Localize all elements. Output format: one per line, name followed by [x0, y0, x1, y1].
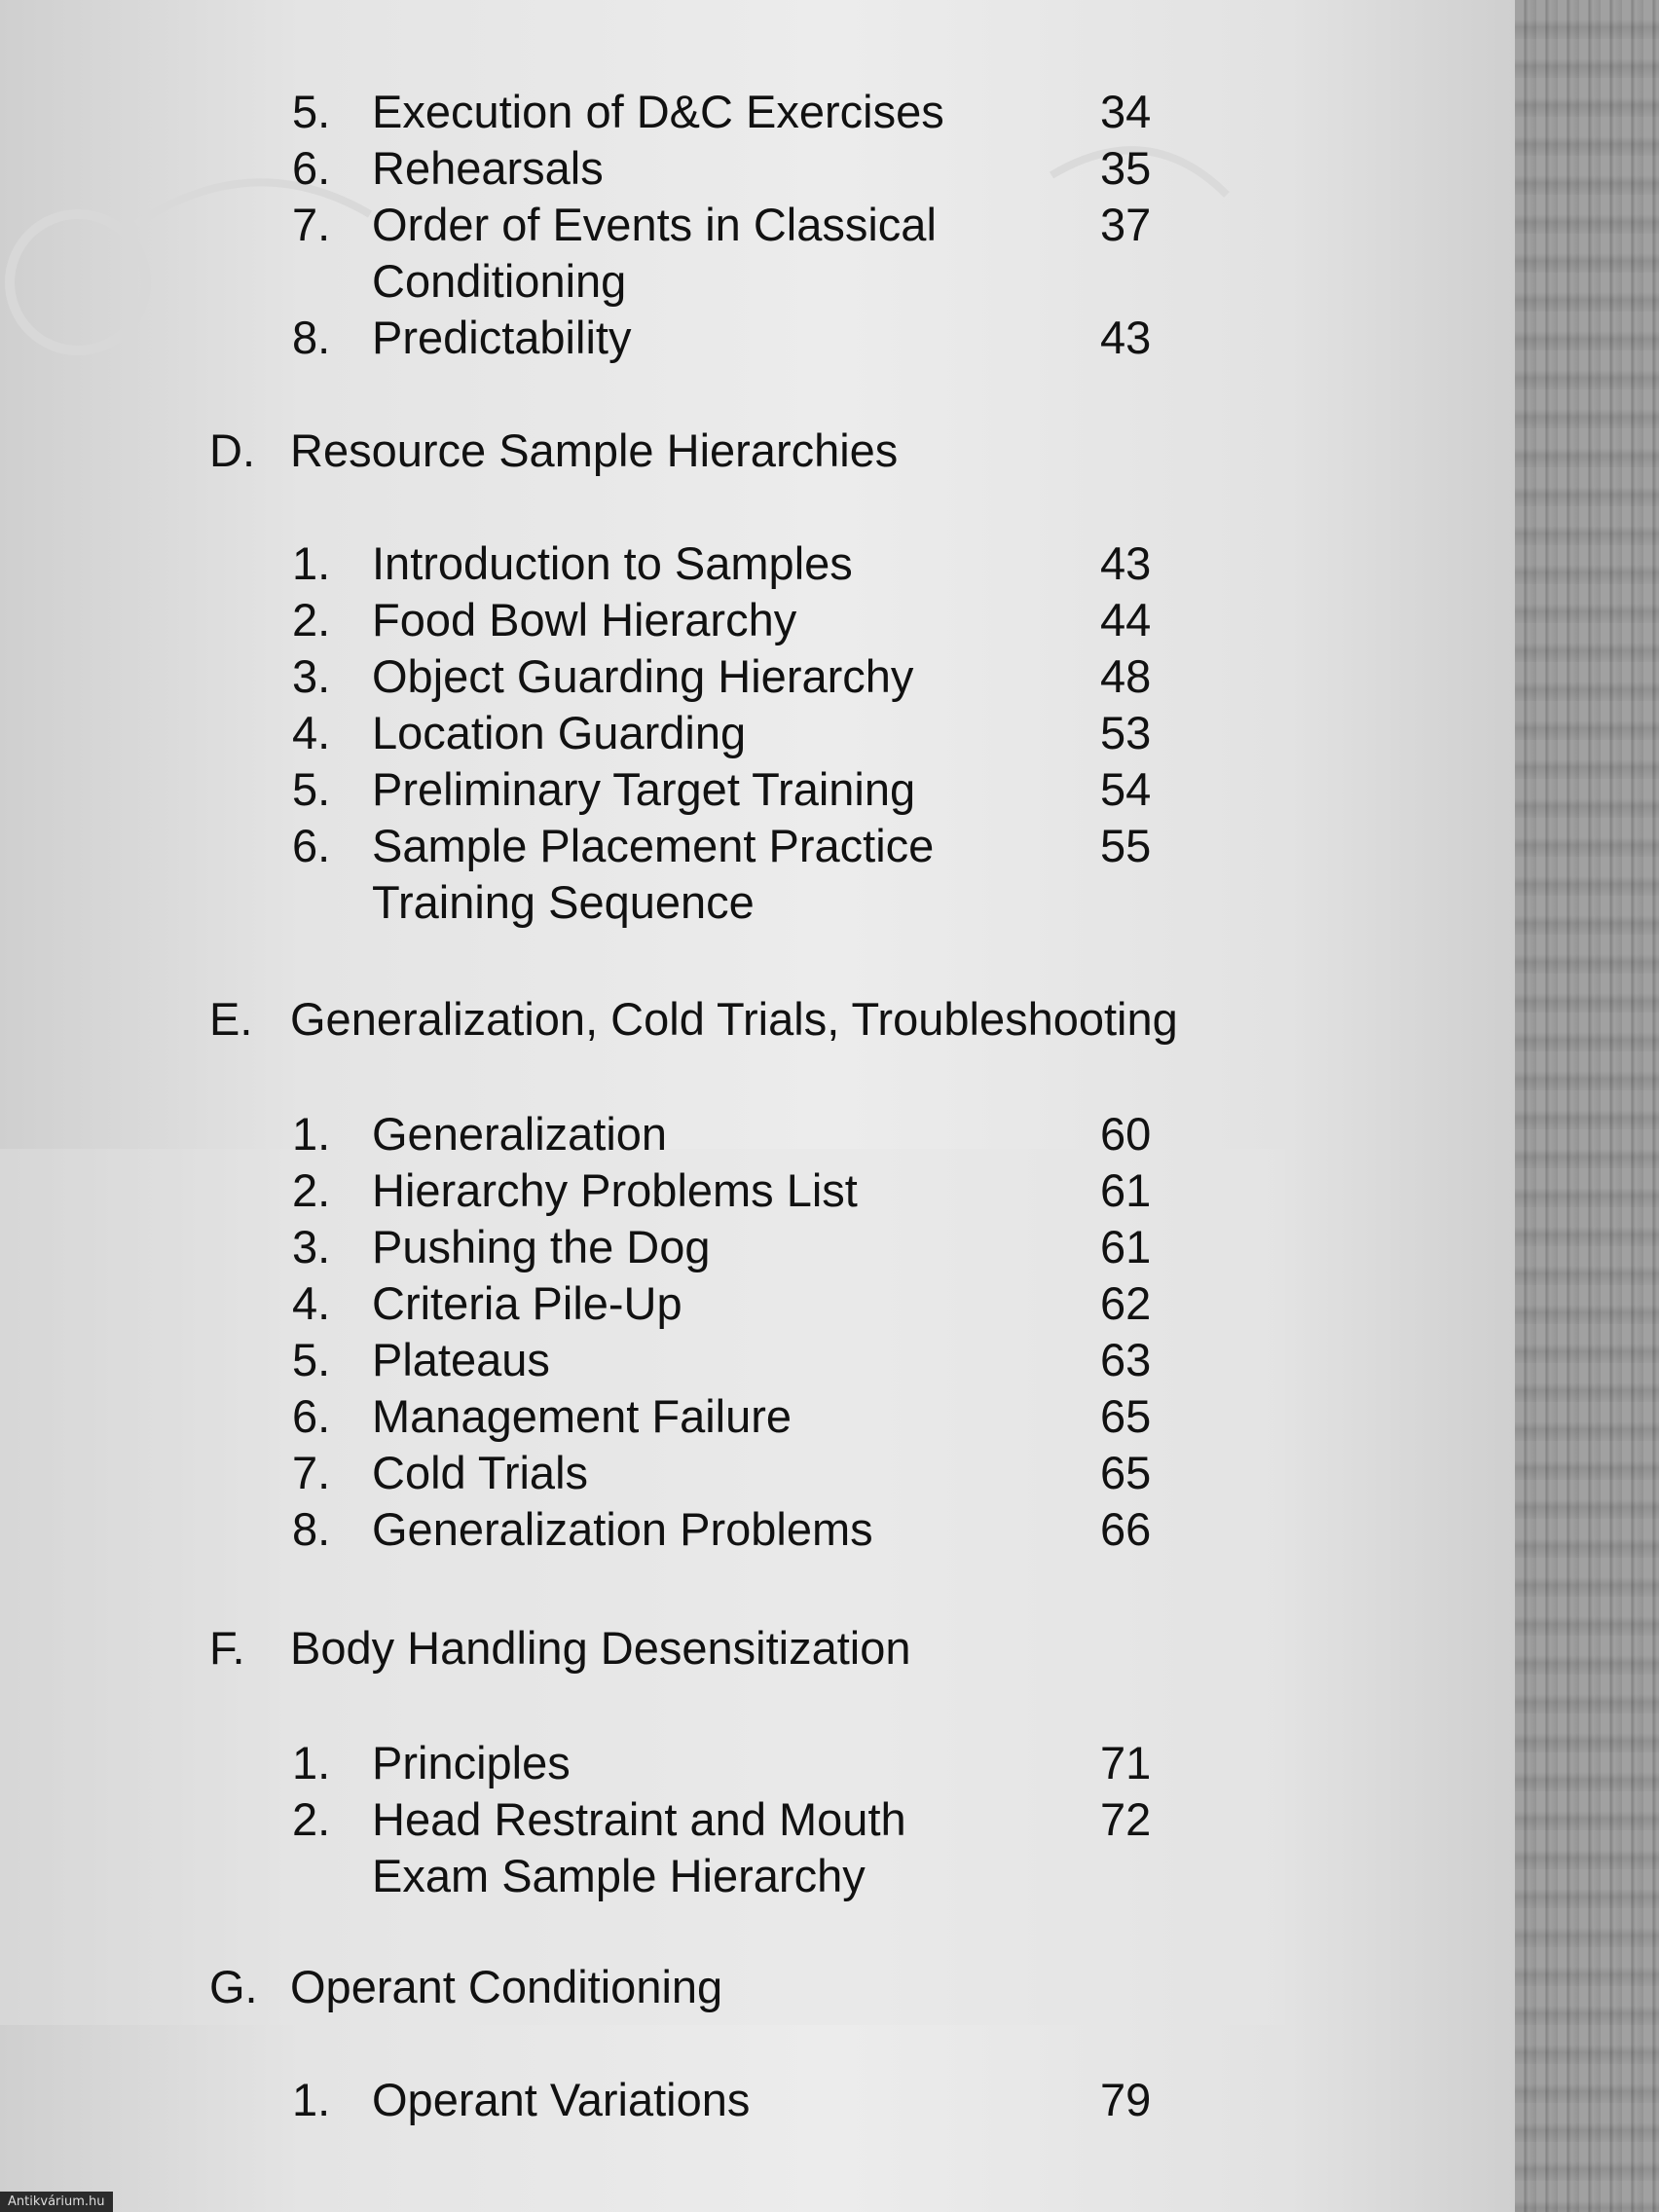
- page-stack-edge: [1515, 0, 1659, 2212]
- entry-number: 4.: [292, 1277, 331, 1329]
- entry-title: Pushing the Dog: [372, 1221, 711, 1272]
- section-letter: G.: [209, 1961, 258, 2012]
- section-letter: D.: [209, 424, 255, 476]
- entry-number: 7.: [292, 199, 331, 250]
- entry-page: 62: [1100, 1277, 1152, 1329]
- entry-page: 35: [1100, 142, 1152, 194]
- entry-number: 5.: [292, 1334, 331, 1385]
- entry-title-continued: Conditioning: [372, 255, 627, 307]
- entry-number: 8.: [292, 312, 331, 363]
- entry-title: Generalization: [372, 1108, 668, 1160]
- entry-number: 2.: [292, 594, 331, 645]
- entry-page: 43: [1100, 537, 1152, 589]
- section-title: Body Handling Desensitization: [290, 1622, 911, 1674]
- entry-page: 61: [1100, 1221, 1152, 1272]
- entry-number: 6.: [292, 820, 331, 871]
- entry-page: 44: [1100, 594, 1152, 645]
- entry-number: 6.: [292, 142, 331, 194]
- entry-title: Location Guarding: [372, 707, 747, 758]
- entry-title: Preliminary Target Training: [372, 763, 916, 815]
- entry-number: 5.: [292, 86, 331, 137]
- entry-page: 53: [1100, 707, 1152, 758]
- entry-page: 65: [1100, 1447, 1152, 1498]
- entry-title: Criteria Pile-Up: [372, 1277, 682, 1329]
- entry-page: 72: [1100, 1793, 1152, 1845]
- section-letter: F.: [209, 1622, 245, 1674]
- entry-page: 48: [1100, 650, 1152, 702]
- entry-number: 1.: [292, 537, 331, 589]
- entry-page: 60: [1100, 1108, 1152, 1160]
- entry-number: 6.: [292, 1390, 331, 1442]
- entry-number: 1.: [292, 1108, 331, 1160]
- entry-number: 4.: [292, 707, 331, 758]
- entry-number: 3.: [292, 1221, 331, 1272]
- entry-number: 1.: [292, 1737, 331, 1788]
- entry-number: 3.: [292, 650, 331, 702]
- watermark: Antikvárium.hu: [0, 2192, 113, 2212]
- entry-page: 71: [1100, 1737, 1152, 1788]
- entry-page: 61: [1100, 1164, 1152, 1216]
- entry-title: Head Restraint and Mouth: [372, 1793, 906, 1845]
- entry-title: Cold Trials: [372, 1447, 589, 1498]
- entry-title: Management Failure: [372, 1390, 793, 1442]
- entry-number: 8.: [292, 1503, 331, 1555]
- section-title: Resource Sample Hierarchies: [290, 424, 899, 476]
- entry-title: Order of Events in Classical: [372, 199, 937, 250]
- section-letter: E.: [209, 993, 253, 1045]
- entry-title: Plateaus: [372, 1334, 550, 1385]
- entry-page: 54: [1100, 763, 1152, 815]
- entry-title: Sample Placement Practice: [372, 820, 935, 871]
- entry-title: Generalization Problems: [372, 1503, 873, 1555]
- entry-page: 79: [1100, 2074, 1152, 2125]
- entry-number: 2.: [292, 1164, 331, 1216]
- entry-title: Rehearsals: [372, 142, 604, 194]
- section-title: Generalization, Cold Trials, Troubleshooting: [290, 993, 1178, 1045]
- entry-title: Principles: [372, 1737, 571, 1788]
- entry-title: Predictability: [372, 312, 632, 363]
- entry-page: 55: [1100, 820, 1152, 871]
- entry-number: 7.: [292, 1447, 331, 1498]
- entry-page: 63: [1100, 1334, 1152, 1385]
- entry-page: 34: [1100, 86, 1152, 137]
- entry-page: 37: [1100, 199, 1152, 250]
- entry-title: Introduction to Samples: [372, 537, 853, 589]
- entry-number: 5.: [292, 763, 331, 815]
- entry-page: 65: [1100, 1390, 1152, 1442]
- entry-number: 1.: [292, 2074, 331, 2125]
- section-title: Operant Conditioning: [290, 1961, 723, 2012]
- entry-title: Object Guarding Hierarchy: [372, 650, 914, 702]
- entry-title: Hierarchy Problems List: [372, 1164, 858, 1216]
- entry-page: 66: [1100, 1503, 1152, 1555]
- entry-title-continued: Exam Sample Hierarchy: [372, 1850, 866, 1901]
- entry-title-continued: Training Sequence: [372, 876, 755, 928]
- entry-number: 2.: [292, 1793, 331, 1845]
- entry-page: 43: [1100, 312, 1152, 363]
- entry-title: Execution of D&C Exercises: [372, 86, 944, 137]
- entry-title: Food Bowl Hierarchy: [372, 594, 797, 645]
- entry-title: Operant Variations: [372, 2074, 751, 2125]
